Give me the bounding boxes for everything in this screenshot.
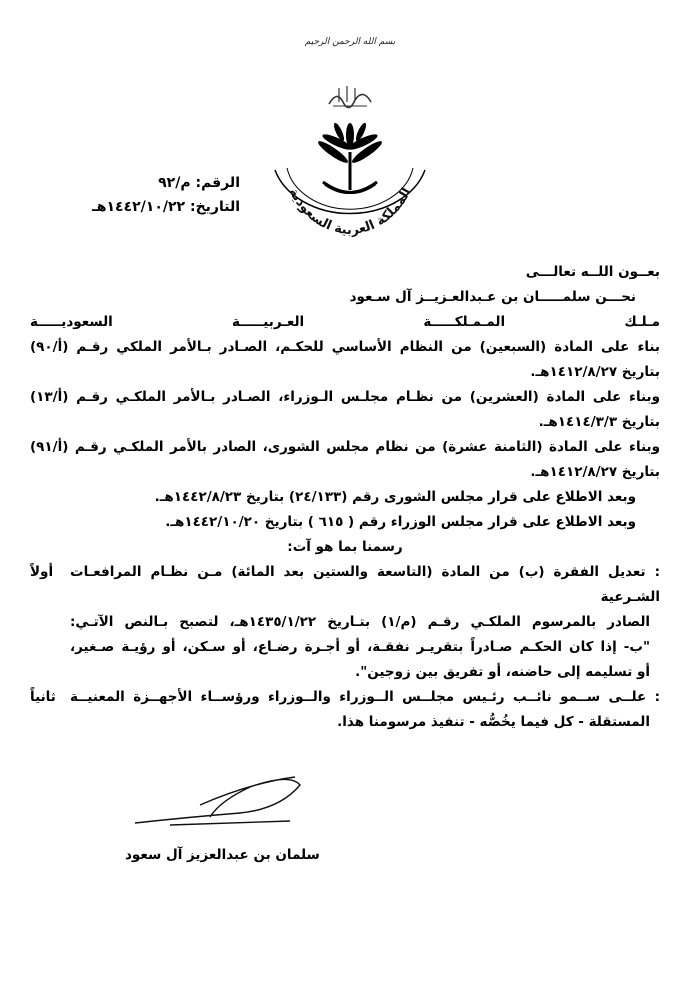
first-line1: : تعديل الفقرة (ب) من المادة (التاسعة والستين بعد المائة) مـن نظـام المرافعـات الشـرعية: [70, 564, 660, 605]
signature-block: [30, 765, 660, 875]
review-shura: وبعد الاطلاع على قرار مجلس الشورى رقم (٢٤/١٣٣) بتاريخ ١٤٤٢/٨/٢٣هـ.: [154, 489, 636, 505]
first-line2: الصادر بالمرسوم الملكـي رقـم (م/١) بتـاريخ ١٤٣٥/١/٢٢هـ، لتصبح بـالنص الآتـي:: [70, 614, 651, 630]
first-label: أولاً: [30, 564, 54, 580]
handwritten-signature: [130, 765, 310, 835]
emblem-text: المملكة العربية السعودية: [285, 185, 415, 239]
second-label: ثانياً: [30, 689, 56, 705]
saudi-emblem: [265, 120, 435, 245]
opening-phrase: بعــون اللــه تعالـــى: [525, 264, 660, 280]
first-line3: "ب- إذا كان الحكـم صـادراً بتقريـر نفقـة، أو أجـرة رضـاع، أو سـكن، أو رؤيـة صـغير،: [70, 639, 650, 655]
para2-line1: وبناء على المادة (العشرين) من نظـام مجلـس الـوزراء، الصـادر بـالأمر الملكـي رقـم (أ/١٣): [30, 389, 660, 405]
signatory-name: سلمان بن عبدالعزيز آل سعود: [125, 847, 320, 863]
second-line2: المستقلة - كل فيما يخُصُّه - تنفيذ مرسومنا هذا.: [337, 714, 650, 730]
king-title: مـلـك المـمـلكـــــة العـربيـــــة السعوديـــــة: [30, 314, 660, 330]
article-first: [30, 560, 660, 685]
decree-body: [30, 260, 660, 875]
decree-date: التاريخ: ١٤٤٢/١٠/٢٢هـ: [92, 199, 240, 215]
decree-number: الرقم: م/٩٢: [158, 175, 240, 191]
royal-calligraphy-logo: [325, 82, 375, 110]
para3-line2: بتاريخ ١٤١٢/٨/٢٧هـ.: [530, 464, 660, 480]
decreed-heading: رسمنا بما هو آت:: [287, 539, 403, 555]
para2-line2: بتاريخ ١٤١٤/٣/٣هـ.: [538, 414, 660, 430]
basmala: بسم الله الرحمن الرحيم: [304, 37, 396, 47]
article-second: [30, 685, 660, 735]
review-cabinet: وبعد الاطلاع على قرار مجلس الوزراء رقم ( ٦١٥ ) بتاريخ ١٤٤٢/١٠/٢٠هـ.: [165, 514, 636, 530]
first-line4: أو تسليمه إلى حاضنه، أو تفريق بين زوجين".: [355, 664, 650, 680]
second-line1: : علــى ســمو نائــب رئـيس مجلــس الــوزراء والــوزراء ورؤســاء الأجهــزة المعنيــة: [70, 689, 660, 705]
para1-line2: بتاريخ ١٤١٢/٨/٢٧هـ.: [530, 364, 660, 380]
king-name: نحـــن سلمـــــان بن عـبدالعـزيــز آل سـعود: [349, 289, 636, 305]
para3-line1: وبناء على المادة (الثامنة عشرة) من نظام مجلس الشورى، الصادر بالأمر الملكـي رقـم (أ/٩١): [30, 439, 660, 455]
para1-line1: بناء على المادة (السبعين) من النظام الأساسي للحكـم، الصـادر بـالأمر الملكي رقـم (أ/٩٠): [30, 339, 660, 355]
